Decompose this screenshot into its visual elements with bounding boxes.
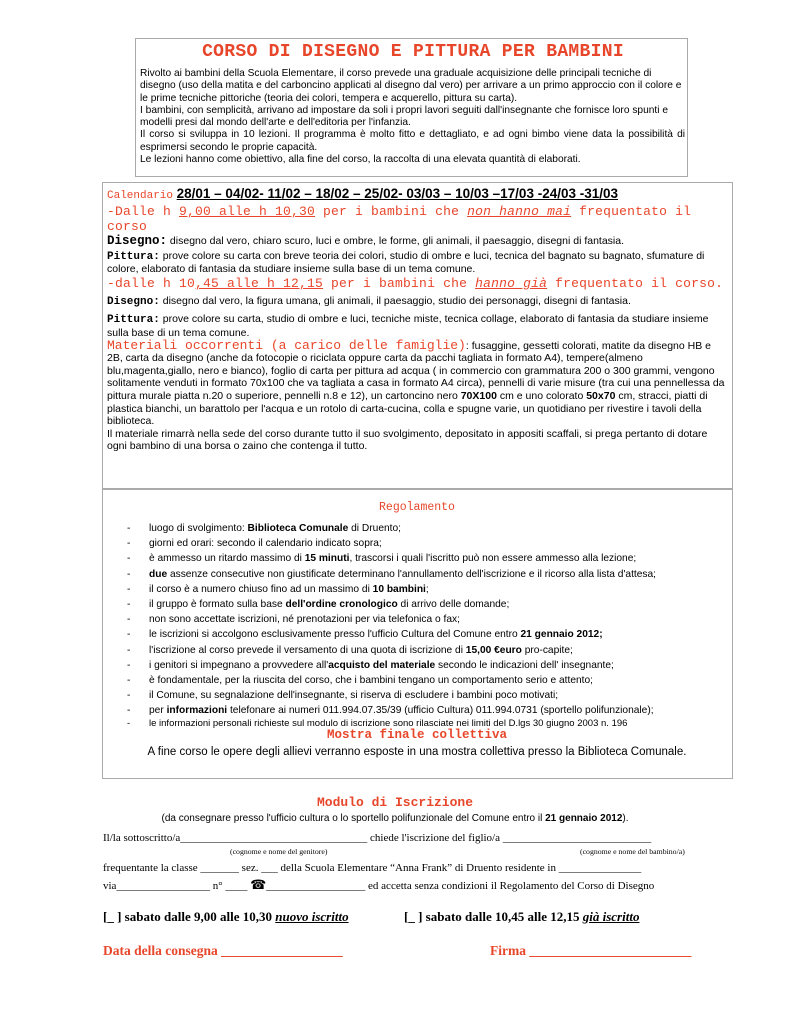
form-deadline: 21 gennaio 2012: [545, 813, 623, 824]
group-beginners-heading: [107, 204, 727, 234]
materials-title: Materiali occorrenti (a carico delle famiglie): [107, 337, 466, 353]
form-line-names[interactable]: Il/la sottoscritto/a__________________________________ chiede l'iscrizione del figlio/a ___________________________: [103, 832, 652, 844]
list-item: - il corso è a numero chiuso fino ad un massimo di 10 bambini;: [127, 582, 727, 597]
subject-label: Pittura:: [107, 250, 160, 263]
list-item: - è ammesso un ritardo massimo di 15 minuti, trascorsi i quali l'iscritto può non essere ammesso alla lezione;: [127, 551, 727, 566]
calendar-label: Calendario: [107, 190, 174, 202]
parent-name-hint: (cognome e nome del genitore): [230, 847, 328, 856]
choice-emphasis: già iscritto: [582, 909, 640, 924]
list-item: - le informazioni personali richieste sul modulo di iscrizione sono rilasciate nei limiti del D.lgs 30 giugno 2003 n. 196: [127, 718, 727, 729]
group-time: ,45 alle h 12,15: [195, 275, 324, 291]
list-item: - è fondamentale, per la riuscita del corso, che i bambini tengano un comportamento serio e attento;: [127, 673, 727, 688]
pittura-line: [107, 313, 727, 339]
group-text: frequentato il corso.: [547, 275, 724, 291]
group-emphasis: non hanno mai: [467, 204, 572, 219]
group-text: per i bambini che: [323, 275, 476, 291]
form-title: Modulo di Iscrizione: [316, 795, 474, 810]
materials-bold: 70X100: [460, 389, 497, 402]
form-line-school[interactable]: frequentante la classe _______ sez. ___ della Scuola Elementare “Anna Frank” di Druento residente in _______________: [103, 862, 642, 874]
subject-text: prove colore su carta con breve teoria dei colori, studio di ombre e luci, tecnica del bagnato su bagnato, sfumature di colore, elaborato di fantasia da studiare insieme sulla base di un tema comune.: [107, 249, 705, 276]
form-line-address[interactable]: [103, 877, 654, 893]
form-subtitle: [100, 813, 690, 824]
intro-paragraph: Rivolto ai bambini della Scuola Elementare, il corso prevede una graduale acquisizione delle principali tecniche di disegno (uso della matita e del carboncino applicati al disegno dal vero) per arrivare a un primo approccio con il colore e le prime tecniche pittoriche (teoria dei colori, tempera e acquerello, pittura su carta).: [140, 68, 682, 104]
list-item: - il gruppo è formato sulla base dell'ordine cronologico di arrivo delle domande;: [127, 597, 727, 612]
program-section: [107, 186, 727, 453]
subject-label: Disegno:: [107, 234, 168, 248]
intro-text: [140, 68, 685, 166]
list-item: - il Comune, su segnalazione dell'insegnante, si riserva di escludere i bambini poco motivati;: [127, 688, 727, 703]
list-item: - per informazioni telefonare ai numeri 011.994.07.35/39 (ufficio Cultura) 011.994.0731 (sportello polifunzionale);: [127, 703, 727, 718]
phone-icon: ☎: [250, 877, 267, 892]
subject-text: disegno dal vero, chiaro scuro, luci e ombre, le forme, gli animali, il paesaggio, disegni di fantasia.: [167, 235, 625, 247]
choice-emphasis: nuovo iscritto: [275, 909, 349, 924]
materials-note: Il materiale rimarrà nella sede del corso durante tutto il suo svolgimento, depositato in appositi scaffali, si prega pertanto di dotare ogni bambino di una borsa o zaino che contenga il tutto.: [107, 427, 708, 453]
materials-text: : fusaggine, gessetti colorati, matite da disegno HB e 2B, carta da disegno (anche da fotocopie o riciclata oppure carta da pacchi tagliata in formato A4), tempere(almeno blu,magenta,giallo, nero e bianco), foglio di carta per pittura ad acqua ( in commercio con grammatura 200 o 300 grammi, vengono solitamente venduti in formato 70x100 che va tagliata a casa in formato A4 circa), pennelli di varie misure (tra cui una pennellessa da pittura murale piatta n.20 o superiore, pennelli n.8 e 12), un cartoncino nero: [107, 339, 725, 402]
group-text: -dalle h 10: [107, 275, 196, 291]
choice-returning-student[interactable]: [404, 909, 639, 925]
list-item: - le iscrizioni si accolgono esclusivamente presso l'ufficio Cultura del Comune entro 21 gennaio 2012;: [127, 627, 727, 642]
form-subtitle-text: (da consegnare presso l'ufficio cultura o lo sportello polifunzionale del Comune entro il: [161, 813, 546, 824]
rules-title: Regolamento: [379, 501, 455, 514]
list-item: - due assenze consecutive non giustificate determinano l'annullamento dell'iscrizione e il ricorso alla lista d'attesa;: [127, 567, 727, 582]
materials-text: cm e uno colorato: [496, 389, 587, 402]
group-text: -Dalle h: [107, 204, 180, 219]
calendar-line: [107, 186, 727, 204]
delivery-date-field[interactable]: Data della consegna __________________: [103, 943, 343, 958]
form-subtitle-text: ).: [622, 813, 629, 824]
choice-label: [_ ] sabato dalle 10,45 alle 12,15: [404, 909, 583, 924]
subject-label: Pittura:: [107, 314, 160, 327]
signature-field[interactable]: Firma ________________________: [490, 943, 692, 958]
disegno-line: [107, 295, 727, 309]
subject-label: Disegno:: [107, 295, 160, 308]
intro-paragraph: Le lezioni hanno come obiettivo, alla fine del corso, la raccolta di una elevata quantità di elaborati.: [140, 154, 581, 166]
phone-field[interactable]: __________________ ed accetta senza condizioni il Regolamento del Corso di Disegno: [266, 880, 655, 892]
rules-list: [127, 521, 727, 729]
list-item: - luogo di svolgimento: Biblioteca Comunale di Druento;: [127, 521, 727, 536]
calendar-dates: 28/01 – 04/02- 11/02 – 18/02 – 25/02- 03/03 – 10/03 –17/03 -24/03 -31/03: [176, 186, 619, 201]
list-item: - l'iscrizione al corso prevede il versamento di una quota di iscrizione di 15,00 €euro pro-capite;: [127, 643, 727, 658]
materials-bold: 50x70: [586, 389, 616, 402]
intro-paragraph: I bambini, con semplicità, arrivano ad impostare da soli i propri lavori seguiti dall'insegnante che fornisce loro spunti e modelli presi dal mondo dell'arte e dell'editoria per l'infanzia.: [140, 104, 669, 129]
group-text: frequentato il corso: [107, 204, 692, 234]
group-emphasis: hanno già: [475, 275, 548, 291]
exhibition-title: Mostra finale collettiva: [326, 728, 508, 742]
pittura-line: [107, 250, 727, 276]
child-name-hint: (cognome e nome del bambino/a): [580, 847, 685, 856]
group-text: per i bambini che: [315, 204, 468, 219]
subject-text: prove colore su carta, studio di ombre e luci, tecniche miste, tecnica collage, elaborato di fantasia da studiare insieme sulla base di un tema comune.: [107, 313, 709, 339]
exhibition-text: A fine corso le opere degli allievi verranno esposte in una mostra collettiva presso la Biblioteca Comunale.: [147, 746, 687, 758]
page-title: CORSO DI DISEGNO E PITTURA PER BAMBINI: [202, 42, 624, 62]
choice-label: [_ ] sabato dalle 9,00 alle 10,30: [103, 909, 276, 924]
list-item: - i genitori si impegnano a provvedere all'acquisto del materiale secondo le indicazioni dell' insegnante;: [127, 658, 727, 673]
address-field[interactable]: via_________________ n° ____: [103, 880, 251, 892]
group-time: 9,00 alle h 10,30: [179, 204, 316, 219]
materials-paragraph: [107, 337, 727, 428]
list-item: - non sono accettate iscrizioni, né prenotazioni per via telefonica o fax;: [127, 612, 727, 627]
intro-paragraph: Il corso si sviluppa in 10 lezioni. Il programma è molto fitto e dettagliato, e ad ogni bimbo viene data la possibilità di esprimersi secondo le proprie capacità.: [140, 129, 685, 153]
subject-text: disegno dal vero, la figura umana, gli animali, il paesaggio, studio dei personaggi, disegni di fantasia.: [159, 294, 631, 307]
list-item: - giorni ed orari: secondo il calendario indicato sopra;: [127, 536, 727, 551]
disegno-line: [107, 235, 727, 248]
choice-new-student[interactable]: [103, 909, 349, 925]
materials-text: cm, stracci, piatti di plastica bianchi, un barattolo per l'acqua e un rotolo di carta-cucina, colla e spugne varie, un quotidiano per rivestire i tavoli della biblioteca.: [107, 389, 708, 428]
group-returning-heading: [107, 276, 727, 291]
